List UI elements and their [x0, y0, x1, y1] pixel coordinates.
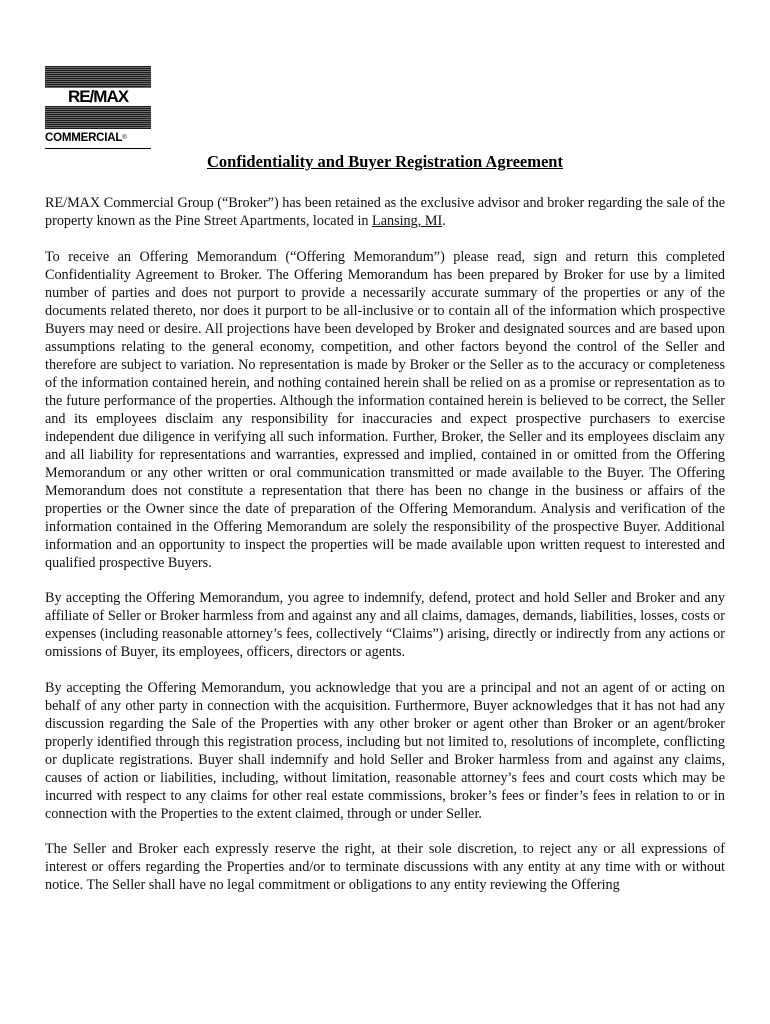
- registered-mark: ®: [122, 135, 127, 141]
- property-location: Lansing, MI: [372, 213, 443, 229]
- logo-subtitle: [45, 131, 151, 145]
- document-title: Confidentiality and Buyer Registration Agreement: [207, 152, 563, 171]
- intro-paragraph: [45, 194, 725, 230]
- principal-acknowledgement-paragraph: By accepting the Offering Memorandum, you acknowledge that you are a principal and not an agent of or acting on behalf of any other party in connection with the acquisition. Furthermore, Buyer acknowledges that it has not had any discussion regarding the Sale of the Properties with any other broker or agent other than Broker or an agent/broker properly identified through this registration process, including but not limited to, resolutions of incomplete, conflicting or duplicate registrations. Buyer shall indemnify and hold Seller and Broker harmless from and against any claims, causes of action or liabilities, including, without limitation, reasonable attorney’s fees and court costs which may be incurred with respect to any claims for other real estate commissions, broker’s fees or finder’s fees in relation to or in connection with the Properties to the extent claimed, through or under Seller.: [45, 679, 725, 822]
- reservation-of-rights-paragraph: The Seller and Broker each expressly reserve the right, at their sole discretion, to reject any or all expressions of interest or offers regarding the Properties and/or to terminate discussions with any entity at any time with or without notice. The Seller shall have no legal commitment or obligations to any entity reviewing the Offering: [45, 841, 725, 893]
- intro-text: RE/MAX Commercial Group (“Broker”) has been retained as the exclusive advisor and broker regarding the sale of the property known as the Pine Street Apartments, located in: [45, 195, 725, 229]
- document-body: [45, 194, 725, 912]
- logo-band: [45, 66, 151, 129]
- remax-commercial-logo: [45, 66, 151, 149]
- logo-rule: [45, 148, 151, 149]
- intro-end: .: [442, 213, 446, 229]
- logo-subtitle-text: COMMERCIAL: [45, 132, 123, 144]
- logo-wordmark: RE/MAX: [67, 87, 129, 106]
- indemnification-paragraph: By accepting the Offering Memorandum, you agree to indemnify, defend, protect and hold Seller and Broker and any affiliate of Seller or Broker harmless from and against any and all claims, damages, demands, liabilities, losses, costs or expenses (including reasonable attorney’s fees, collectively “Claims”) arising, directly or indirectly from any actions or omissions of Buyer, its employees, officers, directors or agents.: [45, 590, 725, 660]
- offering-memorandum-paragraph: To receive an Offering Memorandum (“Offering Memorandum”) please read, sign and return this completed Confidentiality Agreement to Broker. The Offering Memorandum has been prepared by Broker for use by a limited number of parties and does not purport to provide a necessarily accurate summary of the properties or any of the documents related thereto, nor does it purport to be all-inclusive or to contain all of the information which prospective Buyers may need or desire. All projections have been developed by Broker and designated sources and are based upon assumptions relating to the general economy, competition, and other factors beyond the control of the Seller and therefore are subject to variation. No representation is made by Broker or the Seller as to the accuracy or completeness of the information contained herein, and nothing contained herein shall be relied on as a promise or representation as to the future performance of the properties. Although the information contained herein is believed to be correct, the Seller and its employees disclaim any responsibility for inaccuracies and expect prospective purchasers to exercise independent due diligence in verifying all such information. Further, Broker, the Seller and its employees disclaim any and all liability for representations and warranties, expressed and implied, contained in or omitted from the Offering Memorandum or any other written or oral communication transmitted or made available to the Buyer. The Offering Memorandum does not constitute a representation that there has been no change in the business or affairs of the properties or the Owner since the date of preparation of the Offering Memorandum. Analysis and verification of the information contained in the Offering Memorandum are solely the responsibility of the prospective Buyer. Additional information and an opportunity to inspect the properties will be made available upon written request to interested and qualified prospective Buyers.: [45, 248, 725, 571]
